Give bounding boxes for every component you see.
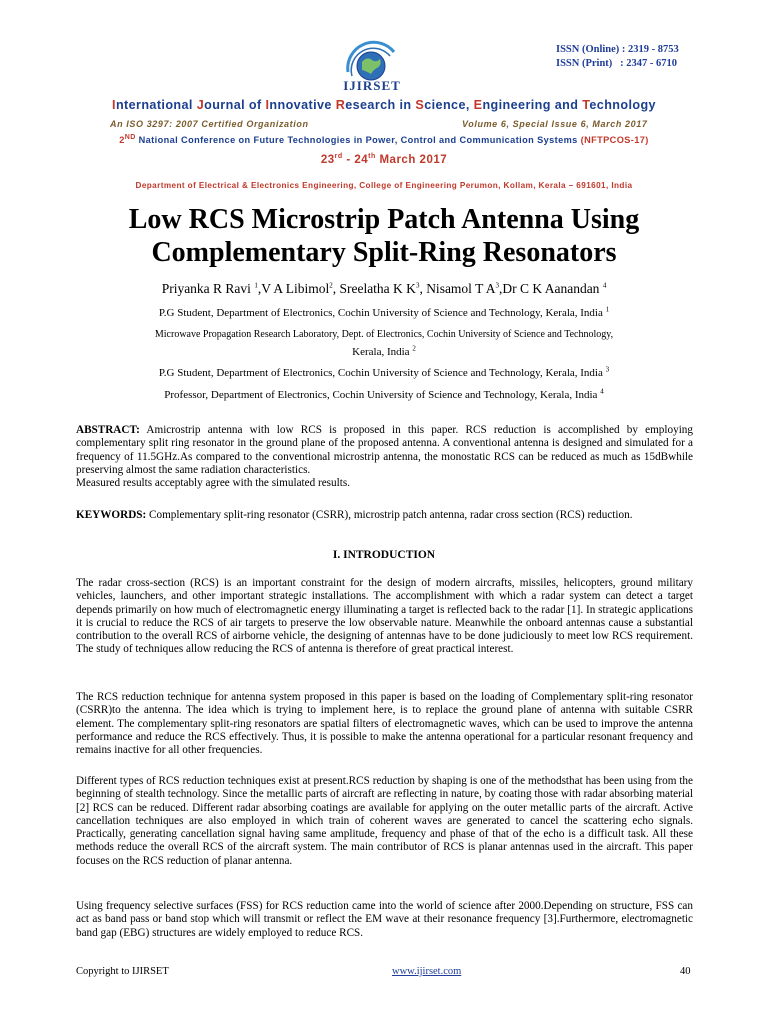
certification-note: An ISO 3297: 2007 Certified Organization	[110, 119, 309, 129]
keywords	[76, 509, 693, 522]
author-affiliation-mark: 2	[329, 281, 333, 290]
conference-date	[0, 154, 768, 166]
affiliation-mark: 3	[605, 365, 610, 374]
date-start-ordinal: rd	[334, 153, 343, 161]
affiliation-2: Microwave Propagation Research Laboratory, Dept. of Electronics, Cochin University of Science and Technology,	[154, 329, 614, 340]
author: ,Dr C K Aanandan	[498, 281, 603, 296]
date-start: 23	[320, 154, 335, 166]
journal-word: echnology	[589, 98, 656, 112]
date-month: March 2017	[375, 154, 448, 166]
body-paragraph: Using frequency selective surfaces (FSS) for RCS reduction came into the world of science after 2000.Depending on structure, FSS can act as band pass or band stop which will transmit or reflect the EM wave at their resonance frequency [3].Furthermore, electromagnetic band gap (EBG) structures are widely employed to reduce RCS.	[76, 900, 693, 939]
volume-info: Volume 6, Special Issue 6, March 2017	[462, 119, 648, 129]
body-paragraph: The RCS reduction technique for antenna system proposed in this paper is based on the loading of Complementary split-ring resonator (CSRR)to the antenna. The idea which is trying to implement here, is to replace the ground plane of antenna with suitable CSRR element. The complementary split-ring resonators are spatial filters of electromagnetic waves, which can be used to improve the antenna performance and reduce the RCS effectively. Thus, it is possible to make the antenna operational for a particular resonant frequency and remains inactive for all other frequencies.	[76, 691, 693, 757]
author-affiliation-mark: 1	[254, 281, 258, 290]
journal-initial: I	[265, 98, 270, 112]
abstract-label: ABSTRACT:	[76, 424, 140, 436]
author-affiliation-mark: 3	[415, 281, 420, 290]
author: ,V A Libimol	[257, 281, 330, 296]
conference-name	[0, 135, 768, 145]
affiliation-1	[0, 307, 768, 319]
abstract	[76, 424, 693, 490]
journal-word: nternational	[115, 98, 197, 112]
journal-initial: T	[582, 98, 590, 112]
journal-initial: I	[112, 98, 116, 112]
journal-word: cience,	[424, 98, 474, 112]
journal-initial: R	[335, 98, 346, 112]
paper-title	[0, 203, 768, 269]
date-end-ordinal: th	[368, 153, 376, 161]
title-line: Complementary Split-Ring Resonators	[151, 237, 617, 268]
issn-online: ISSN (Online) : 2319 - 8753	[556, 44, 679, 55]
affiliation-3	[0, 367, 768, 379]
journal-word: esearch in	[345, 98, 416, 112]
author: , Nisamol T A	[419, 281, 496, 296]
keywords-label: KEYWORDS:	[76, 509, 147, 521]
author: , Sreelatha K K	[332, 281, 416, 296]
issn-print: ISSN (Print) : 2347 - 6710	[556, 58, 678, 69]
journal-initial: S	[415, 98, 425, 112]
host-department: Department of Electrical & Electronics Engineering, College of Engineering Perumon, Kollam, Kerala – 691601, India	[135, 181, 633, 190]
footer-copyright: Copyright to IJIRSET	[76, 966, 169, 977]
affiliation-text: Professor, Department of Electronics, Cochin University of Science and Technology, Kerala, India	[164, 389, 601, 401]
abstract-text: Measured results acceptably agree with the simulated results.	[76, 477, 351, 490]
affiliation-text: P.G Student, Department of Electronics, Cochin University of Science and Technology, Kerala, India	[158, 367, 606, 379]
journal-initial: E	[473, 98, 483, 112]
journal-name	[0, 98, 768, 112]
date-end: - 24	[342, 154, 369, 166]
journal-word: nnovative	[269, 98, 336, 112]
author-list	[0, 281, 768, 297]
logo-wordmark: IJIRSET	[343, 78, 401, 93]
section-heading: I. INTRODUCTION	[332, 549, 436, 561]
affiliation-mark: 4	[600, 387, 604, 396]
journal-word: ournal of	[204, 98, 266, 112]
author-affiliation-mark: 4	[602, 281, 607, 290]
title-line: Low RCS Microstrip Patch Antenna Using	[128, 204, 640, 235]
footer-url-link[interactable]: www.ijirset.com	[392, 966, 462, 977]
affiliation-mark: 1	[605, 305, 610, 314]
body-paragraph: The radar cross-section (RCS) is an important constraint for the design of modern aircrafts, missiles, helicopters, ground military vehicles, launchers, and other important strategic installations. The accomplishment with which a radar system can detect a target depends primarily on how much of electromagnetic energy illuminating a target is reflected back to the radar [1]. In strategic applications it is crucial to reduce the RCS of air targets to preserve the low observable nature. Meanwhile the onboard antennas cause a substantial contribution to the overall RCS of airborne vehicle, the designing of antennas have to be done judiciously to meet low RCS requirement. The study of techniques allow reducing the RCS of antenna is therefore of great practical interest.	[76, 577, 693, 656]
author: Priyanka R Ravi	[161, 281, 255, 296]
affiliation-text: Kerala, India	[352, 346, 413, 358]
conf-title: National Conference on Future Technologies in Power, Control and Communication Systems	[135, 135, 581, 145]
conf-tag: (NFTPCOS-17)	[580, 135, 649, 145]
journal-word: ngineering and	[482, 98, 583, 112]
body-paragraph: Different types of RCS reduction techniques exist at present.RCS reduction by shaping is one of the methodsthat has been using from the beginning of stealth technology. Since the metallic parts of aircraft are reflecting in nature, by coating those with radar absorbing material [2] RCS can be reduced. Different radar absorbing coatings are available for applying on the outer metallic parts of the aircraft. Active cancellation techniques are also employed in which train of coherent waves are generated to cancel the scattering echo signals. Practically, generating cancellation signal having same amplitude, frequency and phase of that of the echo is a difficult task. All these methods reduce the overall RCS of the aircraft system. The main contributor of RCS is planar antennas used in the aircraft. This paper focuses on the RCS reduction of planar antenna.	[76, 775, 693, 867]
page-number: 40	[680, 966, 691, 977]
conf-ordinal: ND	[124, 133, 136, 141]
keywords-text: Complementary split-ring resonator (CSRR), microstrip patch antenna, radar cross section (RCS) reduction.	[146, 509, 633, 521]
journal-initial: J	[196, 98, 205, 112]
conf-number: 2	[119, 135, 125, 145]
affiliation-4	[0, 389, 768, 401]
affiliation-text: P.G Student, Department of Electronics, Cochin University of Science and Technology, Kerala, India	[158, 307, 606, 319]
abstract-text: Amicrostrip antenna with low RCS is proposed in this paper. RCS reduction is accomplished by employing complementary split ring resonator in the ground plane of the proposed antenna. A conventional antenna is designed and simulated for a frequency of 11.5GHz.As compared to the conventional microstrip antenna, the monostatic RCS can be reduced as much as 15dBwhile preserving almost the same radiation characteristics.	[76, 424, 693, 476]
author-affiliation-mark: 3	[495, 281, 499, 290]
affiliation-mark: 2	[412, 344, 416, 353]
affiliation-2-line-2	[0, 346, 768, 358]
